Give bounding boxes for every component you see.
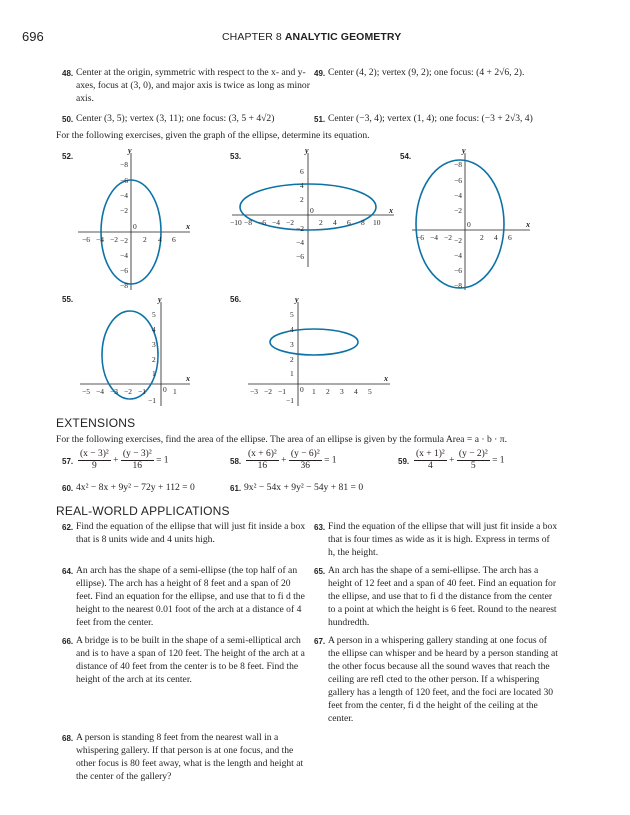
tick-label: −6 — [416, 233, 424, 242]
exercise-text: A person in a whispering gallery standing at one focus of the ellipse can whisper and be heard by a person standing at the other focus because all the sound waves that reach the ceiling are refl cted to the other person. If a whispering gallery has a length of 120 feet, and the foci are located 30 feet from the center, fi d the height of the ceiling at the center. — [328, 635, 558, 724]
tick-label: −2 — [120, 236, 128, 245]
exercise-text: Find the equation of the ellipse that will just fit inside a box that is four times as wide as it is high. Express in terms of h, the height. — [328, 521, 558, 558]
fraction — [246, 449, 279, 472]
denominator: 36 — [300, 461, 311, 471]
exercise-text: A bridge is to be built in the shape of a semi-elliptical arch and is to have a span of 120 feet. The height of the arch at a distance of 40 feet from the center is to be 8 feet. Find the height of the arch at its center. — [76, 635, 305, 685]
exercise-number: 67. — [314, 637, 326, 646]
exercise-number: 48. — [62, 69, 74, 78]
tick-label: −4 — [296, 238, 304, 247]
plus-sign: + — [281, 455, 287, 466]
tick-label: −2 — [120, 206, 128, 215]
tick-label: −2 — [296, 224, 304, 233]
origin-label: 0 — [163, 385, 167, 394]
fraction — [414, 449, 447, 472]
numerator: (y − 3)² — [122, 449, 152, 459]
tick-label: −2 — [124, 387, 132, 396]
chapter-label: CHAPTER 8 — [222, 31, 282, 43]
tick-label: 4 — [333, 218, 337, 227]
tick-label: 4 — [354, 387, 358, 396]
exercise-number: 64. — [62, 567, 74, 576]
exercise-text: Center at the origin, symmetric with respect to the x- and y-axes, focus at (3, 0), and major axis is twice as long as minor axis. — [76, 67, 310, 104]
exercise-text: Center (4, 2); vertex (9, 2); one focus: (4 + 2√6, 2). — [328, 67, 525, 78]
equation: 9x² − 54x + 9y² − 54y + 81 = 0 — [244, 482, 364, 493]
tick-label: −2 — [286, 218, 294, 227]
graph-54 — [398, 145, 538, 295]
graph-56 — [228, 292, 398, 410]
tick-label: 4 — [300, 181, 304, 190]
tick-label: 5 — [152, 310, 156, 319]
tick-label: 10 — [373, 218, 381, 227]
denominator: 16 — [257, 461, 268, 471]
x-axis-label: x — [186, 222, 190, 231]
exercise-67 — [314, 634, 559, 725]
tick-label: −3 — [250, 387, 258, 396]
exercise-number: 51. — [314, 115, 326, 124]
exercise-68 — [62, 731, 307, 783]
graph-number: 55. — [62, 295, 74, 304]
tick-label: −8 — [120, 160, 128, 169]
tick-label: −1 — [278, 387, 286, 396]
tick-label: −2 — [264, 387, 272, 396]
exercise-number: 65. — [314, 567, 326, 576]
exercise-48 — [62, 66, 312, 105]
graph-52 — [58, 145, 198, 295]
numerator: (x − 3)² — [80, 449, 109, 459]
origin-label: 0 — [300, 385, 304, 394]
tick-label: −6 — [454, 266, 462, 275]
tick-label: −4 — [120, 191, 128, 200]
tick-label: 2 — [319, 218, 323, 227]
tick-label: 1 — [173, 387, 177, 396]
tick-label: 6 — [508, 233, 512, 242]
fraction — [121, 449, 154, 472]
origin-label: 0 — [467, 220, 471, 229]
equation: 4x² − 8x + 9y² − 72y + 112 = 0 — [76, 482, 195, 493]
chapter-title: ANALYTIC GEOMETRY — [284, 31, 402, 43]
exercise-63 — [314, 520, 559, 559]
tick-label: −4 — [454, 251, 462, 260]
tick-label: 4 — [152, 325, 156, 334]
tick-label: 3 — [152, 340, 156, 349]
y-axis-label: y — [295, 295, 299, 304]
tick-label: −5 — [82, 387, 90, 396]
plus-sign: + — [113, 455, 119, 466]
exercise-number: 50. — [62, 115, 74, 124]
exercise-text: An arch has the shape of a semi-ellipse. The arch has a height of 12 feet and a span of 40 feet. Find an equation for the ellipse, and use that to fi d the distance from the center to a point at which the height is 6 feet. Round to the nearest hundredth. — [328, 565, 557, 628]
tick-label: −4 — [430, 233, 438, 242]
fraction — [78, 449, 111, 472]
exercise-64 — [62, 564, 307, 629]
tick-label: −6 — [454, 176, 462, 185]
y-axis-label: y — [462, 146, 466, 155]
numerator: (y − 6)² — [290, 449, 320, 459]
graph-number: 54. — [400, 152, 412, 161]
exercise-text: An arch has the shape of a semi-ellipse (the top half of an ellipse). The arch has a height of 8 feet and a span of 20 feet. Find an equation for the ellipse, and use that to fi d the height to the nearest 0.01 foot of the arch at a distance of 4 feet from the center. — [76, 565, 305, 628]
fraction — [289, 449, 322, 472]
y-axis-label: y — [128, 146, 132, 155]
graph-instruction: For the following exercises, given the graph of the ellipse, determine its equation. — [56, 130, 370, 141]
exercise-number: 68. — [62, 734, 74, 743]
exercise-66 — [62, 634, 307, 686]
page-number: 696 — [22, 29, 44, 44]
tick-label: −4 — [96, 387, 104, 396]
exercise-number: 57. — [62, 457, 74, 466]
exercise-50 — [62, 112, 312, 125]
y-axis-label: y — [158, 295, 162, 304]
equation-rhs: = 1 — [156, 455, 169, 466]
tick-label: 4 — [290, 325, 294, 334]
equation-rhs: = 1 — [324, 455, 337, 466]
tick-label: −6 — [120, 266, 128, 275]
tick-label: 5 — [290, 310, 294, 319]
exercise-51 — [314, 112, 564, 125]
tick-label: −8 — [454, 281, 462, 290]
tick-label: 2 — [152, 355, 156, 364]
x-axis-label: x — [526, 220, 530, 229]
tick-label: −2 — [454, 236, 462, 245]
numerator: (x + 6)² — [248, 449, 277, 459]
tick-label: −6 — [258, 218, 266, 227]
exercise-number: 66. — [62, 637, 74, 646]
tick-label: 3 — [290, 340, 294, 349]
ellipse-curve — [270, 329, 358, 355]
tick-label: −6 — [296, 252, 304, 261]
extensions-heading: EXTENSIONS — [56, 416, 136, 430]
exercise-number: 58. — [230, 457, 242, 466]
graph-number: 53. — [230, 152, 242, 161]
exercise-60 — [62, 481, 232, 494]
denominator: 9 — [92, 461, 97, 471]
graph-number: 56. — [230, 295, 242, 304]
tick-label: 5 — [368, 387, 372, 396]
tick-label: −1 — [148, 396, 156, 405]
exercise-number: 63. — [314, 523, 326, 532]
tick-label: 6 — [347, 218, 351, 227]
tick-label: −4 — [120, 251, 128, 260]
denominator: 5 — [470, 461, 476, 471]
tick-label: −6 — [120, 176, 128, 185]
real-world-heading: REAL-WORLD APPLICATIONS — [56, 504, 230, 518]
equation-rhs: = 1 — [492, 455, 505, 466]
y-axis-label: y — [305, 146, 309, 155]
equation — [414, 449, 505, 472]
equation — [246, 449, 337, 472]
exercise-text: Find the equation of the ellipse that will just fit inside a box that is 8 units wide and 4 units high. — [76, 521, 306, 545]
exercise-text: A person is standing 8 feet from the nearest wall in a whispering gallery. If that person is at one focus, and the other focus is 80 feet away, what is the length and height at the center of the gallery? — [76, 732, 304, 782]
tick-label: −2 — [444, 233, 452, 242]
fraction — [457, 449, 490, 472]
numerator: (y − 2)² — [458, 449, 488, 459]
tick-label: −1 — [138, 387, 146, 396]
tick-label: −2 — [454, 206, 462, 215]
tick-label: 2 — [480, 233, 484, 242]
graph-number: 52. — [62, 152, 74, 161]
tick-label: −8 — [454, 160, 462, 169]
exercise-61 — [230, 481, 410, 494]
x-axis-label: x — [384, 374, 388, 383]
tick-label: −4 — [454, 191, 462, 200]
tick-label: 4 — [158, 235, 162, 244]
x-axis-label: x — [186, 374, 190, 383]
tick-label: 2 — [290, 355, 294, 364]
exercise-number: 59. — [398, 457, 410, 466]
tick-label: −3 — [110, 387, 118, 396]
extensions-instruction: For the following exercises, find the area of the ellipse. The area of an ellipse is given by the formula Area = a · b · π. — [56, 434, 507, 445]
tick-label: −2 — [110, 235, 118, 244]
exercise-65 — [314, 564, 559, 629]
numerator: (x + 1)² — [416, 449, 445, 459]
tick-label: −8 — [244, 218, 252, 227]
equation — [78, 449, 169, 472]
graph-53 — [228, 145, 398, 270]
exercise-text: Center (−3, 4); vertex (1, 4); one focus: (−3 + 2√3, 4) — [328, 113, 533, 124]
ellipse-curve — [102, 311, 158, 399]
plus-sign: + — [449, 455, 455, 466]
tick-label: 2 — [326, 387, 330, 396]
tick-label: −8 — [120, 281, 128, 290]
tick-label: 1 — [290, 369, 294, 378]
tick-label: −1 — [286, 396, 294, 405]
tick-label: 6 — [300, 167, 304, 176]
origin-label: 0 — [133, 222, 137, 231]
denominator: 16 — [132, 461, 143, 471]
exercise-text: Center (3, 5); vertex (3, 11); one focus: (3, 5 + 4√2) — [76, 113, 275, 124]
tick-label: 8 — [361, 218, 365, 227]
tick-label: −6 — [82, 235, 90, 244]
tick-label: −4 — [96, 235, 104, 244]
exercise-number: 49. — [314, 69, 326, 78]
tick-label: 2 — [300, 195, 304, 204]
exercise-number: 60. — [62, 484, 74, 493]
tick-label: 3 — [340, 387, 344, 396]
tick-label: 2 — [143, 235, 147, 244]
exercise-49 — [314, 66, 564, 79]
x-axis-label: x — [389, 206, 393, 215]
exercise-62 — [62, 520, 307, 546]
tick-label: 4 — [494, 233, 498, 242]
graph-55 — [58, 292, 193, 410]
tick-label: 1 — [312, 387, 316, 396]
tick-label: −4 — [272, 218, 280, 227]
tick-label: 6 — [172, 235, 176, 244]
tick-label: −10 — [230, 218, 242, 227]
chapter-header — [222, 31, 401, 44]
origin-label: 0 — [310, 206, 314, 215]
denominator: 4 — [428, 461, 433, 471]
exercise-number: 62. — [62, 523, 74, 532]
exercise-number: 61. — [230, 484, 242, 493]
tick-label: 1 — [152, 369, 156, 378]
